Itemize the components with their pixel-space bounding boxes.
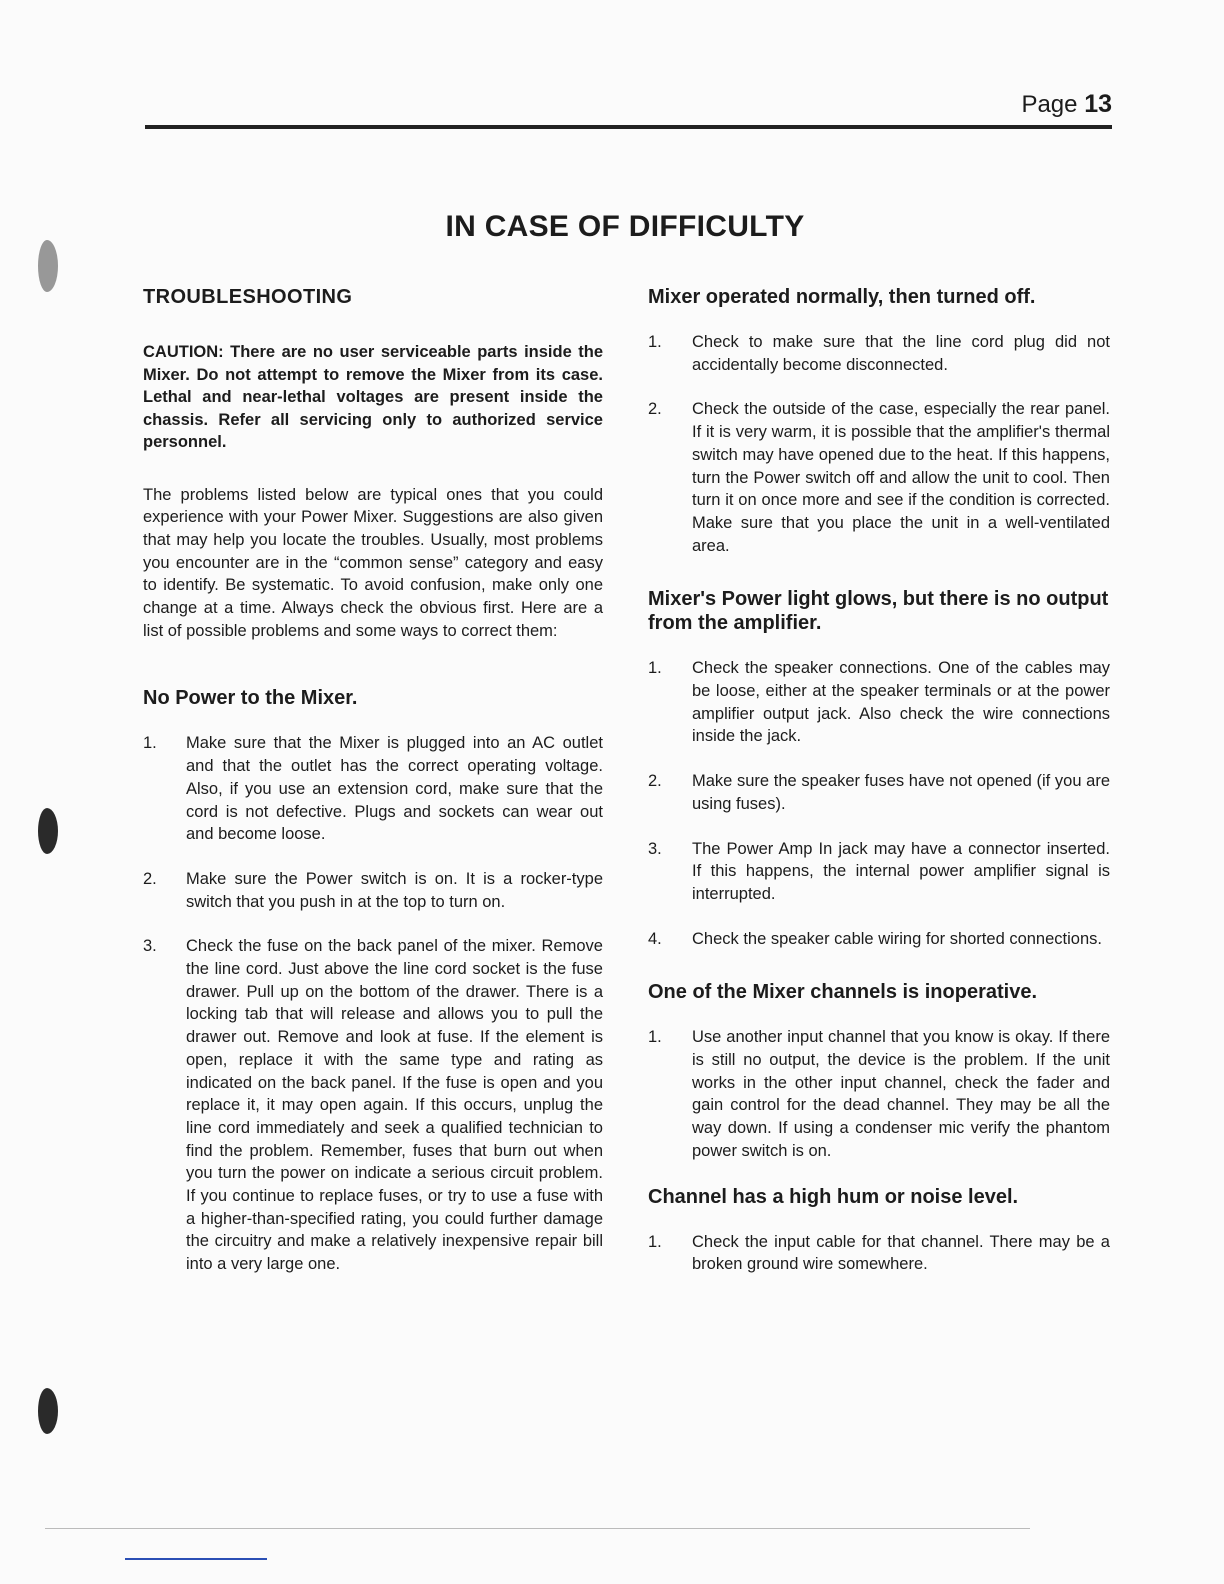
item-text: Check the speaker connections. One of the cables may be loose, either at the speaker terminals or at the power amplifier output jack. Also check the wire connections inside the jack. [692, 659, 1110, 746]
steps-list [648, 1026, 1110, 1162]
item-text: Check the fuse on the back panel of the mixer. Remove the line cord. Just above the line cord socket is the fuse drawer. Pull up on the bottom of the drawer. There is a locking tab that will release and allows you to pull the drawer out. Remove and look at fuse. If the element is open, replace it with the same type and rating as indicated on the back panel. If the fuse is open and you replace it, it may open again. If this occurs, unplug the line cord immediately and seek a qualified technician to find the problem. Remember, fuses that burn out when you turn the power on indicate a serious circuit problem. If you continue to replace fuses, or try to use a fuse with a higher-than-specified rating, you could further damage the circuitry and make a relatively inexpensive repair bill into a very large one. [186, 937, 603, 1274]
item-number: 1. [648, 1028, 662, 1047]
item-number: 2. [648, 772, 662, 791]
item-number: 2. [143, 869, 157, 888]
section-heading: Channel has a high hum or noise level. [648, 1185, 1019, 1208]
item-number: 1. [648, 659, 662, 678]
section-no-power [143, 686, 603, 1275]
binder-hole-middle [38, 808, 58, 854]
list-item [143, 868, 603, 913]
section-heading: No Power to the Mixer. [143, 687, 358, 710]
item-text: Use another input channel that you know is okay. If there is still no output, the device is the problem. If the unit works in the other input channel, check the fader and gain control for the dead channel. They may be all the way down. If using a condenser mic verify the phantom power switch is on. [692, 1028, 1110, 1160]
section-hum-noise [648, 1185, 1110, 1276]
section-heading: Mixer operated normally, then turned off. [648, 286, 1036, 308]
item-text: Check the outside of the case, especially the rear panel. If it is very warm, it is possible that the amplifier's thermal switch may have opened due to the heat. If this happens, turn the Power switch off and allow the unit to cool. Then turn it on once more and see if the condition is corrected. Make sure that you place the unit in a well-ventilated area. [692, 400, 1110, 555]
page-number-value: 13 [1084, 90, 1112, 118]
right-column [648, 285, 1110, 1298]
item-text: Check the input cable for that channel. There may be a broken ground wire somewhere. [692, 1232, 1110, 1274]
binder-hole-bottom [38, 1388, 58, 1434]
page-label: Page [1021, 91, 1078, 118]
steps-list [648, 1231, 1110, 1276]
intro-paragraph: The problems listed below are typical ones that you could experience with your Power Mixer. Suggestions are also given that may help you locate the troubles. Usually, most problems you encounter are in the “common sense” category and easy to identify. Be systematic. To avoid confusion, make only one change at a time. Always check the obvious first. Here are a list of possible problems and some ways to correct them: [143, 485, 603, 640]
section-heading: One of the Mixer channels is inoperative. [648, 981, 1037, 1004]
item-text: Make sure the speaker fuses have not opened (if you are using fuses). [692, 772, 1110, 813]
steps-list [143, 732, 603, 1275]
list-item [143, 732, 603, 846]
item-number: 3. [648, 839, 662, 858]
footer-rule [45, 1528, 1030, 1529]
item-number: 4. [648, 929, 662, 948]
section-no-output [648, 587, 1110, 950]
page-number [1021, 90, 1112, 119]
header-rule [145, 125, 1112, 129]
section-turned-off [648, 285, 1110, 557]
list-item [648, 398, 1110, 557]
left-column [143, 285, 603, 1298]
list-item [648, 770, 1110, 815]
item-text: Make sure that the Mixer is plugged into an AC outlet and that the outlet has the correct operating voltage. Also, if you use an extension cord, make sure that the cord is not defective. Plugs and sockets can wear out and become loose. [186, 734, 603, 844]
steps-list [648, 657, 1110, 950]
list-item [648, 838, 1110, 906]
footer-blue-mark [125, 1558, 267, 1560]
page-title: IN CASE OF DIFFICULTY [445, 210, 805, 243]
item-number: 1. [648, 1232, 662, 1251]
section-heading: Mixer's Power light glows, but there is no output from the amplifier. [648, 588, 1109, 635]
item-text: Make sure the Power switch is on. It is a rocker-type switch that you push in at the top to turn on. [186, 869, 603, 911]
section-channel-inoperative [648, 980, 1110, 1162]
list-item [143, 935, 603, 1276]
caution-notice: CAUTION: There are no user serviceable parts inside the Mixer. Do not attempt to remove the Mixer from its case. Lethal and near-lethal voltages are present inside the chassis. Refer all servicing only to authorized service personnel. [143, 343, 603, 451]
list-item [648, 1231, 1110, 1276]
troubleshooting-heading: TROUBLESHOOTING [143, 286, 353, 308]
list-item [648, 331, 1110, 376]
steps-list [648, 331, 1110, 557]
item-number: 2. [648, 400, 662, 419]
item-number: 1. [143, 734, 157, 753]
list-item [648, 1026, 1110, 1162]
list-item [648, 657, 1110, 748]
item-text: The Power Amp In jack may have a connector inserted. If this happens, the internal power amplifier signal is interrupted. [692, 839, 1110, 903]
list-item [648, 928, 1110, 951]
item-number: 3. [143, 937, 157, 956]
binder-hole-top [38, 240, 58, 292]
item-number: 1. [648, 333, 662, 351]
item-text: Check to make sure that the line cord plug did not accidentally become disconnected. [692, 333, 1110, 374]
item-text: Check the speaker cable wiring for shorted connections. [692, 929, 1102, 948]
